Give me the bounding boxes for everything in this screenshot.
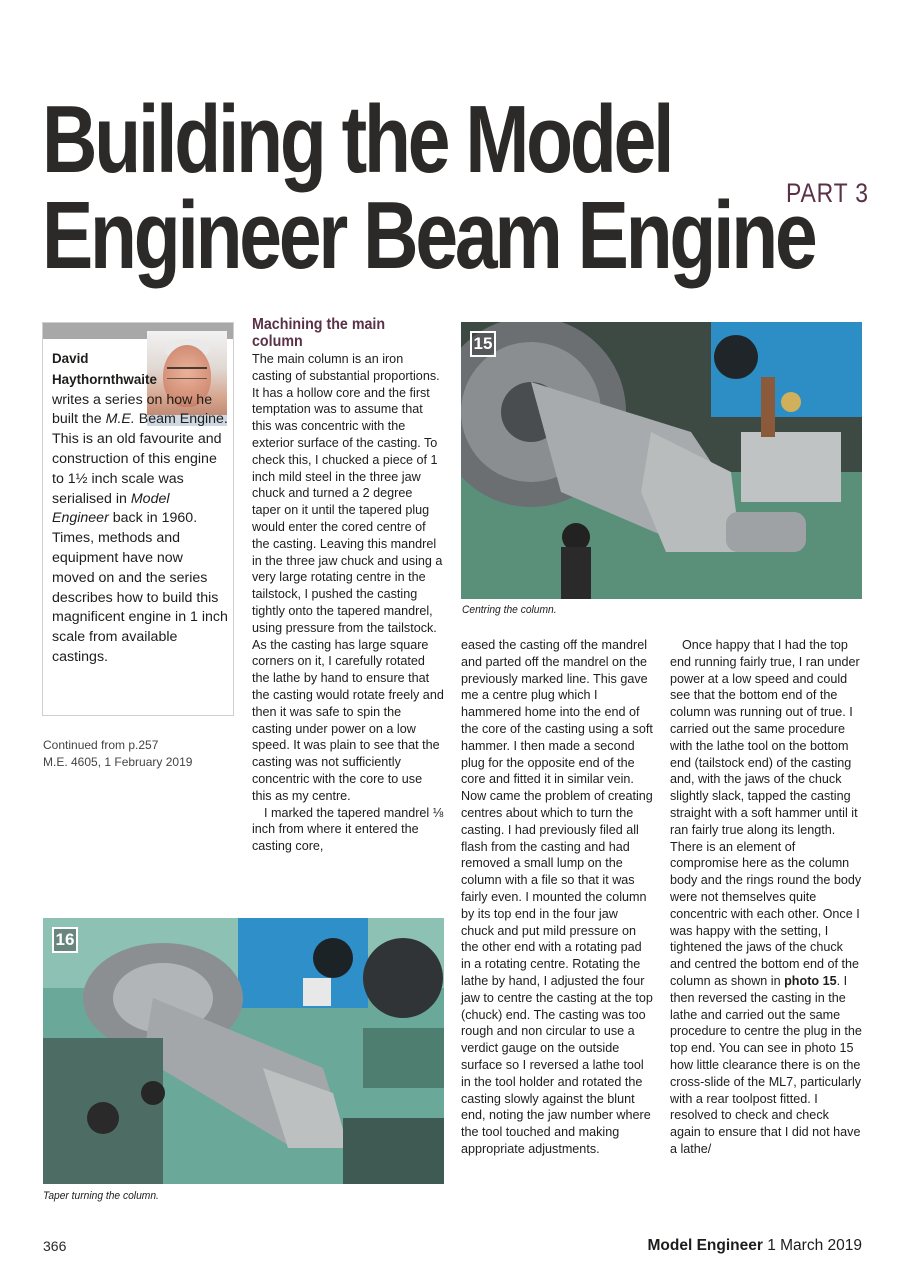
photo-16-lathe-image bbox=[43, 918, 444, 1184]
text-column-2 bbox=[461, 637, 653, 1158]
photo-15 bbox=[461, 322, 862, 599]
continued-from: Continued from p.257 bbox=[43, 738, 159, 752]
photo-15-number: 15 bbox=[470, 331, 496, 357]
photo-16 bbox=[43, 918, 444, 1184]
text-column-3 bbox=[670, 637, 862, 1158]
column3-paragraph bbox=[670, 637, 862, 1158]
bio-text-start: writes a series on how he built the bbox=[52, 391, 213, 428]
photo-15-lathe-image bbox=[461, 322, 862, 599]
bio-text-end: back in 1960. Times, methods and equipment have now moved on and the series describes how to build this magnificent engine in 1 inch scale from available castings. bbox=[52, 510, 228, 665]
column3-text-end: . I then reversed the casting in the lathe and carried out the same procedure to centre the plug in the top end. You can see in photo 15 how little clearance there is on the cross-slide of the ML7, particularly with a rear toolpost fitted. I resolved to check and check again to ensure that I did not have a lathe/ bbox=[670, 973, 862, 1156]
issue-date: 1 March 2019 bbox=[767, 1237, 862, 1254]
column1-paragraph-1: The main column is an iron casting of substantial proportions. It has a hollow core and the first temptation was to assume that this was concentric with the exterior surface of the casting. To check this, I chucked a piece of 1 inch mild steel in the three jaw chuck and turned a 2 degree taper on it until the tapered plug would enter the cored centre of the casting. Leaving this mandrel in the three jaw chuck and using a very large rotating centre in the tailstock, I pushed the casting tightly onto the tapered mandrel, using pressure from the tailstock. As the casting has large square corners on it, I carefully rotated the lathe by hand to ensure that the casting would rotate freely and then it was safe to spin the casting under power on a low speed. It was plain to see that the casting was not sufficiently concentric with the core to use this as my centre. bbox=[252, 352, 444, 803]
title-line-2: Engineer Beam Engine bbox=[42, 182, 815, 289]
text-column-1 bbox=[252, 351, 444, 855]
photo-16-caption: Taper turning the column. bbox=[43, 1190, 159, 1202]
title-line-1: Building the Model bbox=[42, 86, 672, 193]
author-first-name: David bbox=[52, 351, 89, 366]
column1-paragraph-2: I marked the tapered mandrel ⅛ inch from where it entered the casting core, bbox=[252, 805, 444, 854]
part-label: PART 3 bbox=[786, 178, 869, 208]
continued-note bbox=[43, 737, 233, 771]
page-number: 366 bbox=[43, 1238, 67, 1254]
author-last-name: Haythornthwaite bbox=[52, 371, 157, 387]
column2-paragraph: eased the casting off the mandrel and parted off the mandrel on the previously marked line. This gave me a centre plug which I hammered home into the end of the core of the casting using a soft hammer. I then made a second plug for the opposite end of the core and fitted it in similar vein. Now came the problem of creating centres about which to turn the casting. I had previously filed all flash from the casting and had removed a small lump on the column with a file so that it was fairly even. I mounted the column by its top end in the four jaw chuck and put mild pressure on the other end with a rotating pad in a rotating centre. Rotating the lathe by hand, I adjusted the four jaw to centre the casting at the top (chuck) end. The casting was too rough and non circular to use a verdict gauge on the outside surface so I reversed a lathe tool in the tool holder and rotated the casting slowly against the blunt end, noting the jaw number where the tool touched and making appropriate adjustments. bbox=[461, 638, 653, 1156]
magazine-name: Model Engineer bbox=[647, 1237, 763, 1254]
magazine-footer bbox=[648, 1237, 863, 1255]
issue-reference: M.E. 4605, 1 February 2019 bbox=[43, 755, 193, 769]
bio-text-middle: Beam Engine. This is an old favourite and construction of this engine to 1½ inch scale was serialised in bbox=[52, 411, 228, 507]
photo-15-reference: photo 15 bbox=[784, 973, 837, 988]
bio-italic-me: M.E. bbox=[105, 411, 135, 428]
author-bio-text bbox=[52, 349, 228, 668]
section-heading: Machining the main column bbox=[252, 316, 386, 350]
photo-15-caption: Centring the column. bbox=[462, 604, 557, 616]
author-bio-box bbox=[42, 322, 234, 716]
photo-16-number: 16 bbox=[52, 927, 78, 953]
column3-text-start: Once happy that I had the top end running fairly true, I ran under power at a low speed and could see that the bottom end of the column was running out of true. I carried out the same procedure with the lathe tool on the bottom end (tailstock end) of the casting and, with the jaws of the chuck slightly slack, tapped the casting straight with a soft hammer until it ran fairly true along its length. There is an element of compromise here as the column body and the rings round the body were not themselves quite concentric with each other. Once I was happy with the setting, I tightened the jaws of the chuck and centred the bottom end of the column as shown in bbox=[670, 638, 862, 988]
bio-italic-model-engineer: Model Engineer bbox=[52, 490, 170, 527]
